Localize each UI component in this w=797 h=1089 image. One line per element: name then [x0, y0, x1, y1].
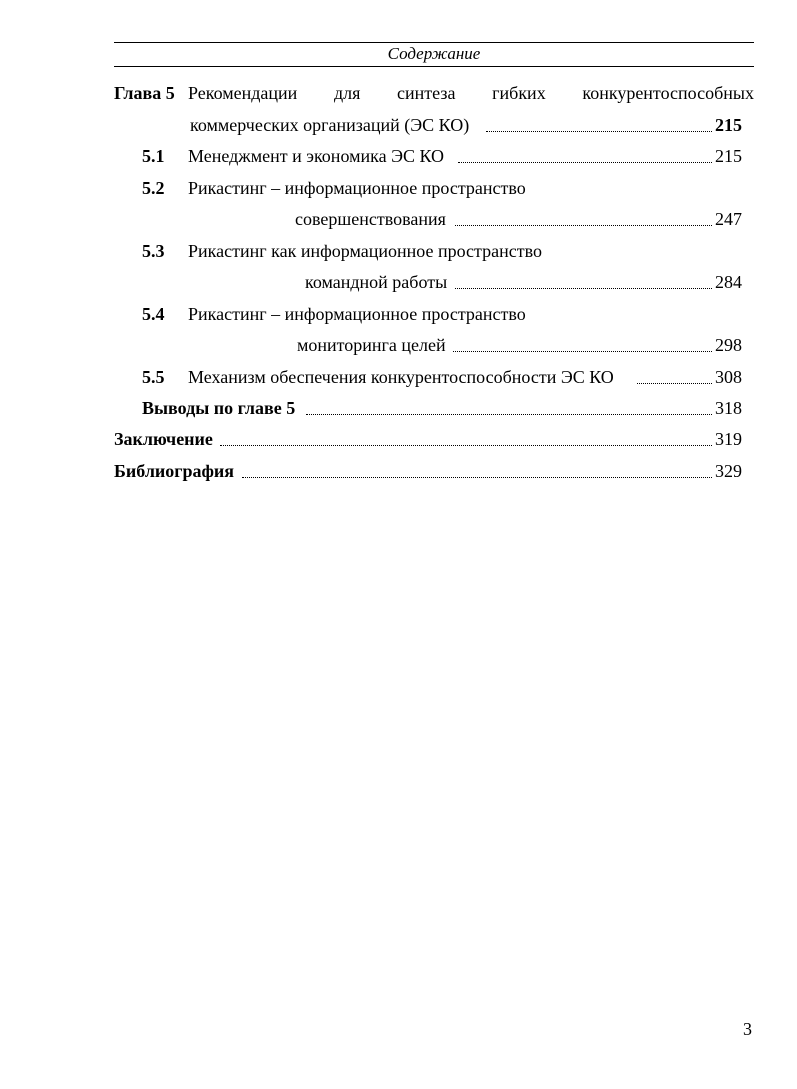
toc-leader-dots	[306, 414, 712, 415]
chapter-title-line1	[188, 82, 754, 104]
section-title: Рикастинг как информационное пространство	[188, 241, 542, 261]
section-title-continuation: совершенствования	[295, 209, 446, 229]
header-top-rule	[114, 42, 754, 43]
section-page: 308	[715, 367, 742, 387]
conclusions-page: 318	[715, 398, 742, 418]
section-number: 5.5	[142, 367, 165, 387]
chapter-title-word: гибких	[492, 83, 546, 103]
toc-leader-dots	[486, 131, 712, 132]
section-number: 5.3	[142, 241, 165, 261]
section-page: 215	[715, 146, 742, 166]
final-title: Заключение	[114, 429, 213, 449]
toc-leader-dots	[637, 383, 712, 384]
page-header-title: Содержание	[387, 44, 481, 63]
bibliography-page: 329	[715, 461, 742, 481]
section-number: 5.4	[142, 304, 165, 324]
chapter-title-word: Рекомендации	[188, 83, 298, 103]
conclusions-title: Выводы по главе 5	[142, 398, 296, 418]
chapter-title-word: синтеза	[397, 83, 456, 103]
section-number: 5.2	[142, 178, 165, 198]
section-title: Менеджмент и экономика ЭС КО	[188, 146, 445, 166]
toc-leader-dots	[458, 162, 712, 163]
final-page: 319	[715, 429, 742, 449]
toc-leader-dots	[453, 351, 712, 352]
section-title-continuation: командной работы	[305, 272, 448, 292]
toc-leader-dots	[220, 445, 712, 446]
section-title: Механизм обеспечения конкурентоспособности ЭС КО	[188, 367, 614, 387]
section-title: Рикастинг – информационное пространство	[188, 304, 526, 324]
toc-leader-dots	[455, 225, 712, 226]
bibliography-title: Библиография	[114, 461, 235, 481]
toc-leader-dots	[242, 477, 712, 478]
section-page: 298	[715, 335, 742, 355]
section-title-continuation: мониторинга целей	[297, 335, 446, 355]
chapter-title-word: для	[333, 83, 361, 103]
chapter-title-line2: коммерческих организаций (ЭС КО)	[190, 115, 470, 135]
section-title: Рикастинг – информационное пространство	[188, 178, 526, 198]
section-page: 284	[715, 272, 742, 292]
chapter-title-word: конкурентоспособных	[582, 83, 754, 103]
chapter-page: 215	[715, 115, 742, 135]
toc-leader-dots	[455, 288, 712, 289]
chapter-label: Глава 5	[114, 83, 175, 103]
section-page: 247	[715, 209, 742, 229]
header-bottom-rule	[114, 66, 754, 67]
page-number: 3	[743, 1019, 752, 1039]
section-number: 5.1	[142, 146, 165, 166]
